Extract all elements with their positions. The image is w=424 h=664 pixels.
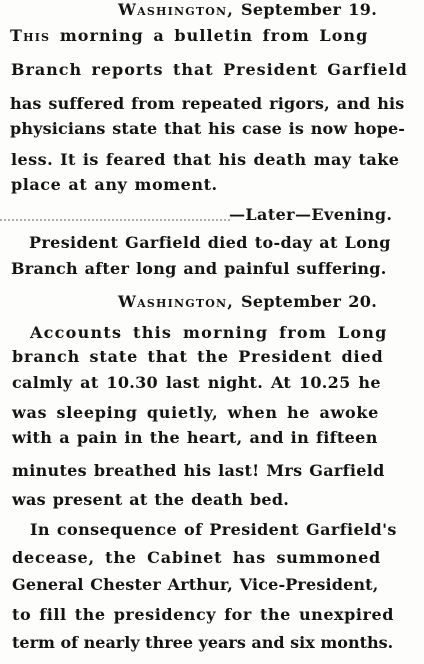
paragraph-lead-word: This [10, 26, 51, 45]
paragraph-4-line-1: In consequence of President Garfield's [30, 520, 397, 539]
paragraph-3-line-3: calmly at 10.30 last night. At 10.25 he [12, 373, 381, 392]
paragraph-1-line-4: physicians state that his case is now hope- [10, 119, 406, 138]
dateline-date: September 20. [234, 292, 378, 311]
paragraph-3-line-2: branch state that the President died [12, 347, 384, 366]
paragraph-3-line-4: was sleeping quietly, when he awoke [12, 403, 380, 422]
paragraph-3-line-7: was present at the death bed. [12, 490, 290, 509]
paragraph-2-line-1: President Garfield died to-day at Long [29, 233, 391, 252]
paragraph-1-line-2: Branch reports that President Garfield [11, 60, 408, 79]
dateline-city: Washington, [118, 0, 235, 19]
paragraph-3-line-5: with a pain in the heart, and in fifteen [12, 428, 378, 447]
paragraph-4-line-4: to fill the presidency for the unexpired [12, 605, 394, 624]
paragraph-1-line-5: less. It is feared that his death may take [11, 150, 400, 169]
paragraph-1-line-6: place at any moment. [11, 175, 218, 194]
dateline-sept-20 [118, 292, 424, 312]
paragraph-3-line-6: minutes breathed his last! Mrs Garfield [12, 461, 385, 480]
dateline-date: September 19. [234, 0, 378, 19]
paragraph-3-line-1: Accounts this morning from Long [30, 323, 388, 342]
paragraph-4-line-5: term of nearly three years and six months. [12, 633, 394, 652]
paragraph-1-line-1: This morning a bulletin from Long [10, 26, 369, 45]
paragraph-4-line-3: General Chester Arthur, Vice-President, [12, 575, 379, 594]
dateline-sept-19 [118, 0, 424, 20]
paragraph-1-line-3: has suffered from repeated rigors, and his [10, 94, 405, 113]
later-evening-heading: —Later—Evening. [229, 205, 393, 224]
paragraph-2-line-2: Branch after long and painful suffering. [11, 259, 387, 278]
dotted-separator [0, 205, 230, 221]
dateline-city: Washington, [118, 292, 235, 311]
paragraph-4-line-2: decease, the Cabinet has summoned [12, 548, 382, 567]
